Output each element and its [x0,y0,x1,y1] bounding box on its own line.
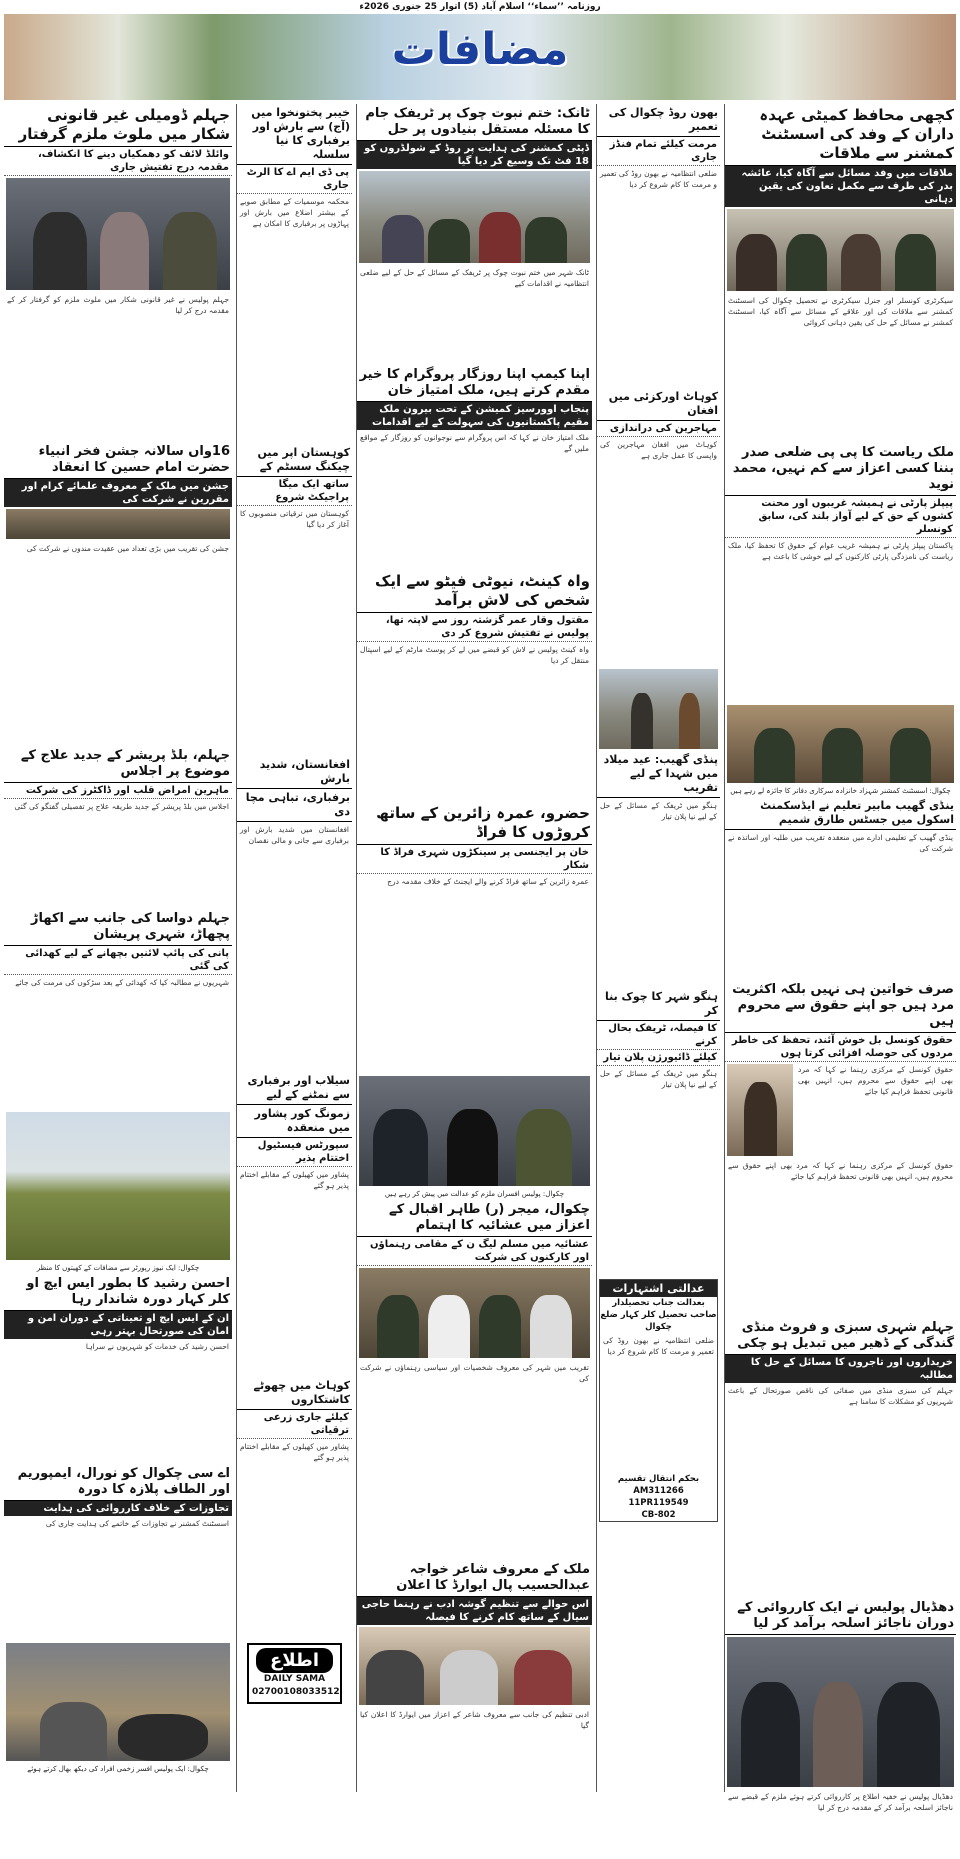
news-photo [727,705,954,783]
headline: احسن رشید کا بطور ایس ایچ او کلر کہار دورہ شاندار رہا [4,1274,232,1311]
portrait-photo [727,1064,793,1156]
ad-subtitle: بحکم انتقال تقسیم [617,1474,700,1484]
masthead-title: مضافات [391,24,569,75]
article-body: کوہاٹ میں افغان مہاجرین کی واپسی کا عمل جاری ہے [600,440,717,460]
headline: کوہستان اپر میں چیکنگ سسٹم کے [237,444,352,477]
headline: کوہاٹ اورکزئی میں افغان [597,388,720,421]
headline: ہنگو شہر کا چوک بنا کر [597,988,720,1021]
subheadline: ڈپٹی کمشنر کی ہدایت پر روڈ کے شولڈروں کو 18 فٹ تک وسیع کر دیا گیا [357,141,592,169]
ad-body: ضلعی انتظامیہ نے بھون روڈ کی تعمیر و مرمت کا کام شروع کر دیا [603,1336,714,1356]
headline: برفباری، تباہی مچا دی [237,789,352,822]
article-body: احسن رشید کی خدمات کو شہریوں نے سراہا [85,1342,229,1351]
headline: صرف خواتین ہی نہیں بلکہ اکثریت مرد ہیں جو اپنے حقوق سے محروم ہیں [725,980,956,1033]
article-body: ٹانک شہر میں ختم نبوت چوک پر ٹریفک کے مسائل کے حل کے لیے ضلعی انتظامیہ نے اقدامات کیے [360,268,589,288]
column-3 [356,104,592,1792]
subheadline: پنجاب اوورسیز کمیشن کے تحت بیرون ملک مقیم پاکستانیوں کی سہولت کے لیے اقدامات [357,402,592,430]
article-body: ہنگو میں ٹریفک کے مسائل کے حل کے لیے نیا پلان تیار [600,1069,717,1089]
headline: جہلم ڈومیلی غیر قانونی شکار میں ملوث ملزم گرفتار [4,104,232,147]
headline: واہ کینٹ، نیوٹی فیٹو سے ایک شخص کی لاش برآمد [357,570,592,613]
headline: کوہاٹ میں چھوٹے کاشتکاروں [237,1377,352,1410]
headline: 16واں سالانہ جشن فخر انبیاء حضرت امام حسین کا انعقاد [4,442,232,479]
article-body: جہلم پولیس نے غیر قانونی شکار میں ملوث ملزم کو گرفتار کر کے مقدمہ درج کر لیا [7,295,229,315]
article-body: ینڈی گھیب کے تعلیمی ادارے میں منعقدہ تقریب میں طلبہ اور اساتذہ نے شرکت کی [728,833,953,853]
news-photo [359,1627,590,1705]
column-4 [236,104,352,1792]
notice-title: اطلاع [256,1648,333,1673]
headline: زمونگ کور پشاور میں منعقدہ [237,1105,352,1138]
article-body: اسسٹنٹ کمشنر نے تجاوزات کے خاتمے کی ہدایت جاری کی [45,1519,229,1528]
notice-phone: 02700108033512 [252,1687,340,1697]
subheadline: مرمت کیلئے تمام فنڈز جاری [597,137,720,166]
subheadline: تجاوزات کے خلاف کارروائی کی ہدایت [4,1501,232,1516]
subheadline: خریداروں اور تاجروں کا مسائل کے حل کا مطالبہ [725,1355,956,1383]
article-body: واہ کینٹ پولیس نے لاش کو قبضے میں لے کر پوسٹ مارٹم کے لیے اسپتال منتقل کر دیا [360,645,589,665]
news-photo [359,171,590,263]
dateline: روزنامہ ’’سماء‘‘ اسلام آباد (5) اتوار 25 جنوری 2026ء [359,2,601,12]
court-advertisement [599,1279,718,1522]
subheadline: کیلئے جاری زرعی ترقیاتی [237,1410,352,1439]
photo-caption: چکوال: ایک نیوز رپورٹر سے مضافات کے کھیتوں کا منظر [36,1264,200,1272]
masthead-banner [4,14,956,100]
article-body: جشن کی تقریب میں بڑی تعداد میں عقیدت مندوں نے شرکت کی [26,544,229,553]
article-body: پاکستان پیپلز پارٹی نے ہمیشہ غریب عوام کے حقوق کا تحفظ کیا، ملک ریاست کی نامزدگی پارٹی کارکنوں کے لیے خوشی کا باعث ہے [728,541,953,561]
subheadline: ملاقات میں وفد مسائل سے آگاہ کیا، عائشہ بدر کی طرف سے مکمل تعاون کی یقین دہانی [725,166,956,207]
subheadline: اس حوالے سے تنظیم گوشہ ادب نے رہنما حاجی سیال کے ساتھ کام کرنے کا فیصلہ [357,1597,592,1625]
news-photo [727,209,954,291]
news-photo [6,509,230,539]
article-body: حقوق کونسل کے مرکزی رہنما نے کہا کہ مرد بھی اپنے حقوق سے محروم ہیں، انہیں بھی قانونی تحفظ فراہم کیا جائے [728,1161,953,1181]
headline: اپنا کیمپ اپنا روزگار پروگرام کا خیر مقدم کرتے ہیں، ملک امتیاز خان [357,365,592,402]
ad-title: بعدالت جناب تحصیلدار صاحب تحصیل کلر کہار ضلع چکوال [600,1298,717,1332]
subheadline: جشن میں ملک کے معروف علمائے کرام اور مقررین نے شرکت کی [4,479,232,507]
photo-caption: چکوال: اسسٹنٹ کمشنر شہزاد خانزادہ سرکاری دفاتر کا جائزہ لے رہے ہیں [730,787,951,795]
headline: جہلم شہری سبزی و فروٹ منڈی گندگی کے ڈھیر میں تبدیل ہو چکی [725,1318,956,1355]
news-photo [6,1643,230,1761]
article-body: حقوق کونسل کے مرکزی رہنما نے کہا کہ مرد بھی اپنے حقوق سے محروم ہیں، انہیں بھی قانونی تحفظ فراہم کیا جائے [798,1065,953,1096]
subheadline: مہاجرین کی دراندازی [597,421,720,437]
headline: اے سی چکوال کو نورال، ایمپوریم اور الطاف پلازہ کا دورہ [4,1464,232,1501]
photo-caption: چکوال: پولیس افسران ملزم کو عدالت میں پیش کر رہے ہیں [384,1190,565,1198]
headline: جہلم دواسا کی جانب سے اکھاڑ پچھاڑ، شہری پریشان [4,909,232,946]
headline: بھون روڈ چکوال کی تعمیر [597,104,720,137]
article-body: تقریب میں شہر کی معروف شخصیات اور سیاسی رہنماؤں نے شرکت کی [360,1363,589,1383]
headline: چکوال، میجر (ر) طاہر اقبال کے اعزاز میں عشائیہ کا اہتمام [357,1200,592,1237]
subheadline: عشائیہ میں مسلم لیگ ن کے مقامی رہنماؤں اور کارکنوں کی شرکت [357,1237,592,1266]
headline: ملک کے معروف شاعر خواجہ عبدالحسیب پال ایوارڈ کا اعلان [357,1560,592,1597]
news-photo [599,669,718,749]
article-body: افغانستان میں شدید بارش اور برفباری سے جانی و مالی نقصان [240,825,349,845]
column-2 [596,104,720,1792]
headline: ینڈی گھیب مابیر تعلیم نے ایڈسکمنٹ اسکول میں جسٹس طارق شمیم [725,797,956,830]
headline: حضرو، عمرہ زائرین کے ساتھ کروڑوں کا فراڈ [357,802,592,845]
ad-number: 11PR119549 [628,1498,689,1508]
headline: افغانستان، شدید بارش [237,756,352,789]
article-body: شہریوں نے مطالبہ کیا کہ کھدائی کے بعد سڑکوں کی مرمت کی جائے [15,978,229,987]
news-photo [727,1637,954,1787]
subheadline: کیلئے ڈائیورژن پلان تیار [597,1050,720,1066]
news-photo [6,1112,230,1260]
headline: خیبر پختونخوا میں (آج) سے بارش اور برفباری کا نیا سلسلہ [237,104,352,165]
headline: ملک ریاست کا پی پی ضلعی صدر بننا کسی اعزاز سے کم نہیں، محمد نوید [725,443,956,496]
ad-heading: عدالتی اشتہارات [600,1280,717,1297]
article-body: ضلعی انتظامیہ نے بھون روڈ کی تعمیر و مرمت کا کام شروع کر دیا [600,169,717,189]
news-photo [359,1268,590,1358]
article-body: پشاور میں کھیلوں کے مقابلے اختتام پذیر ہو گئے [240,1170,349,1190]
headline: پنڈی گھیب: عید میلاد میں شہدا کے لیے تقریب [597,751,720,798]
headline: دھڈیال پولیس نے ایک کارروائی کے دوران ناجائز اسلحہ برآمد کر لیا [725,1598,956,1635]
column-5 [4,104,232,1792]
article-body: ادبی تنظیم کی جانب سے معروف شاعر کے اعزاز میں ایوارڈ کا اعلان کیا گیا [360,1710,589,1730]
notice-brand: DAILY SAMA [263,1674,326,1684]
article-body: دھڈیال پولیس نے خفیہ اطلاع پر کارروائی کرتے ہوئے ملزم کے قبضے سے ناجائز اسلحہ برآمد کر کے مقدمہ درج کر لیا [728,1792,953,1812]
headline: سیلاب اور برفباری سے نمٹنے کے لیے [237,1072,352,1105]
photo-caption: چکوال: ایک پولیس افسر زخمی افراد کی دیکھ بھال کرتے ہوئے [27,1765,209,1773]
article-body: جہلم کی سبزی منڈی میں صفائی کی ناقص صورتحال کے باعث شہریوں کو مشکلات کا سامنا ہے [728,1386,953,1406]
subheadline: پانی کی پائپ لائنیں بچھانے کے لیے کھدائی کی گئی [4,946,232,975]
article-body: ملک امتیاز خان نے کہا کہ اس پروگرام سے نوجوانوں کو روزگار کے مواقع ملیں گے [360,433,589,453]
subheadline: پی ڈی ایم اے کا الرٹ جاری [237,165,352,194]
ad-number: AM311266 [633,1486,684,1496]
news-photo [359,1076,590,1186]
subheadline: خان پر ایجنسی پر سینکڑوں شہری فراڈ کا شکار [357,845,592,874]
subheadline: سپورٹس فیسٹیول اختتام پذیر [237,1138,352,1167]
article-body: اجلاس میں بلڈ پریشر کے جدید طریقہ علاج پر تفصیلی گفتگو کی گئی [14,802,229,811]
subheadline: حقوق کونسل بل خوش آئند، تحفظ کی خاطر مردوں کی حوصلہ افزائی کرتا ہوں [725,1033,956,1062]
headline: جہلم، بلڈ پریشر کے جدید علاج کے موضوع پر اجلاس [4,746,232,783]
ad-number: CB-802 [641,1510,676,1520]
subheadline: ان کے ایس ایچ او تعیناتی کے دوران امن و امان کی صورتحال بہتر رہی [4,1311,232,1339]
subheadline: کا فیصلہ، ٹریفک بحال کرنے [597,1021,720,1050]
article-body: کوہستان میں ترقیاتی منصوبوں کا آغاز کر دیا گیا [240,509,349,529]
article-body: سیکرٹری کونسلر اور جنرل سیکرٹری نے تحصیل چکوال کی اسسٹنٹ کمشنر سے ملاقات کی اور علاقے کے مسائل سے آگاہ کیا، اسسٹنٹ کمشنر نے مسائل کے حل کی یقین دہانی کروائی [728,296,953,327]
notice-box [247,1643,342,1704]
article-body: عمرہ زائرین کے ساتھ فراڈ کرنے والے ایجنٹ کے خلاف مقدمہ درج [387,877,589,886]
subheadline: ساتھ ایک میگا پراجیکٹ شروع [237,477,352,506]
subheadline: مقتول وقار عمر گزشتہ روز سے لاپتہ تھا، پولیس نے تفتیش شروع کر دی [357,613,592,642]
article-body: محکمہ موسمیات کے مطابق صوبے کے بیشتر اضلاع میں بارش اور پہاڑوں پر برفباری کا امکان ہے [240,197,349,228]
headline: کچھی محافظ کمیٹی عہدہ داران کے وفد کی اسسٹنٹ کمشنر سے ملاقات [725,104,956,166]
article-body: ہنگو میں ٹریفک کے مسائل کے حل کے لیے نیا پلان تیار [600,801,717,821]
article-body: پشاور میں کھیلوں کے مقابلے اختتام پذیر ہو گئے [240,1442,349,1462]
subheadline: پیپلز پارٹی نے ہمیشہ غریبوں اور محنت کشوں کے حق کے لیے آواز بلند کی، سابق کونسلر [725,496,956,538]
news-photo [6,178,230,290]
subheadline: وائلڈ لائف کو دھمکیاں دینے کا انکشاف، مقدمہ درج تفتیش جاری [4,147,232,176]
headline: ٹانک: ختم نبوت چوک پر ٹریفک جام کا مسئلہ مستقل بنیادوں پر حل [357,104,592,141]
newspaper-page [4,104,956,1812]
subheadline: ماہرین امراض قلب اور ڈاکٹرز کی شرکت [4,783,232,799]
column-1 [724,104,956,1812]
